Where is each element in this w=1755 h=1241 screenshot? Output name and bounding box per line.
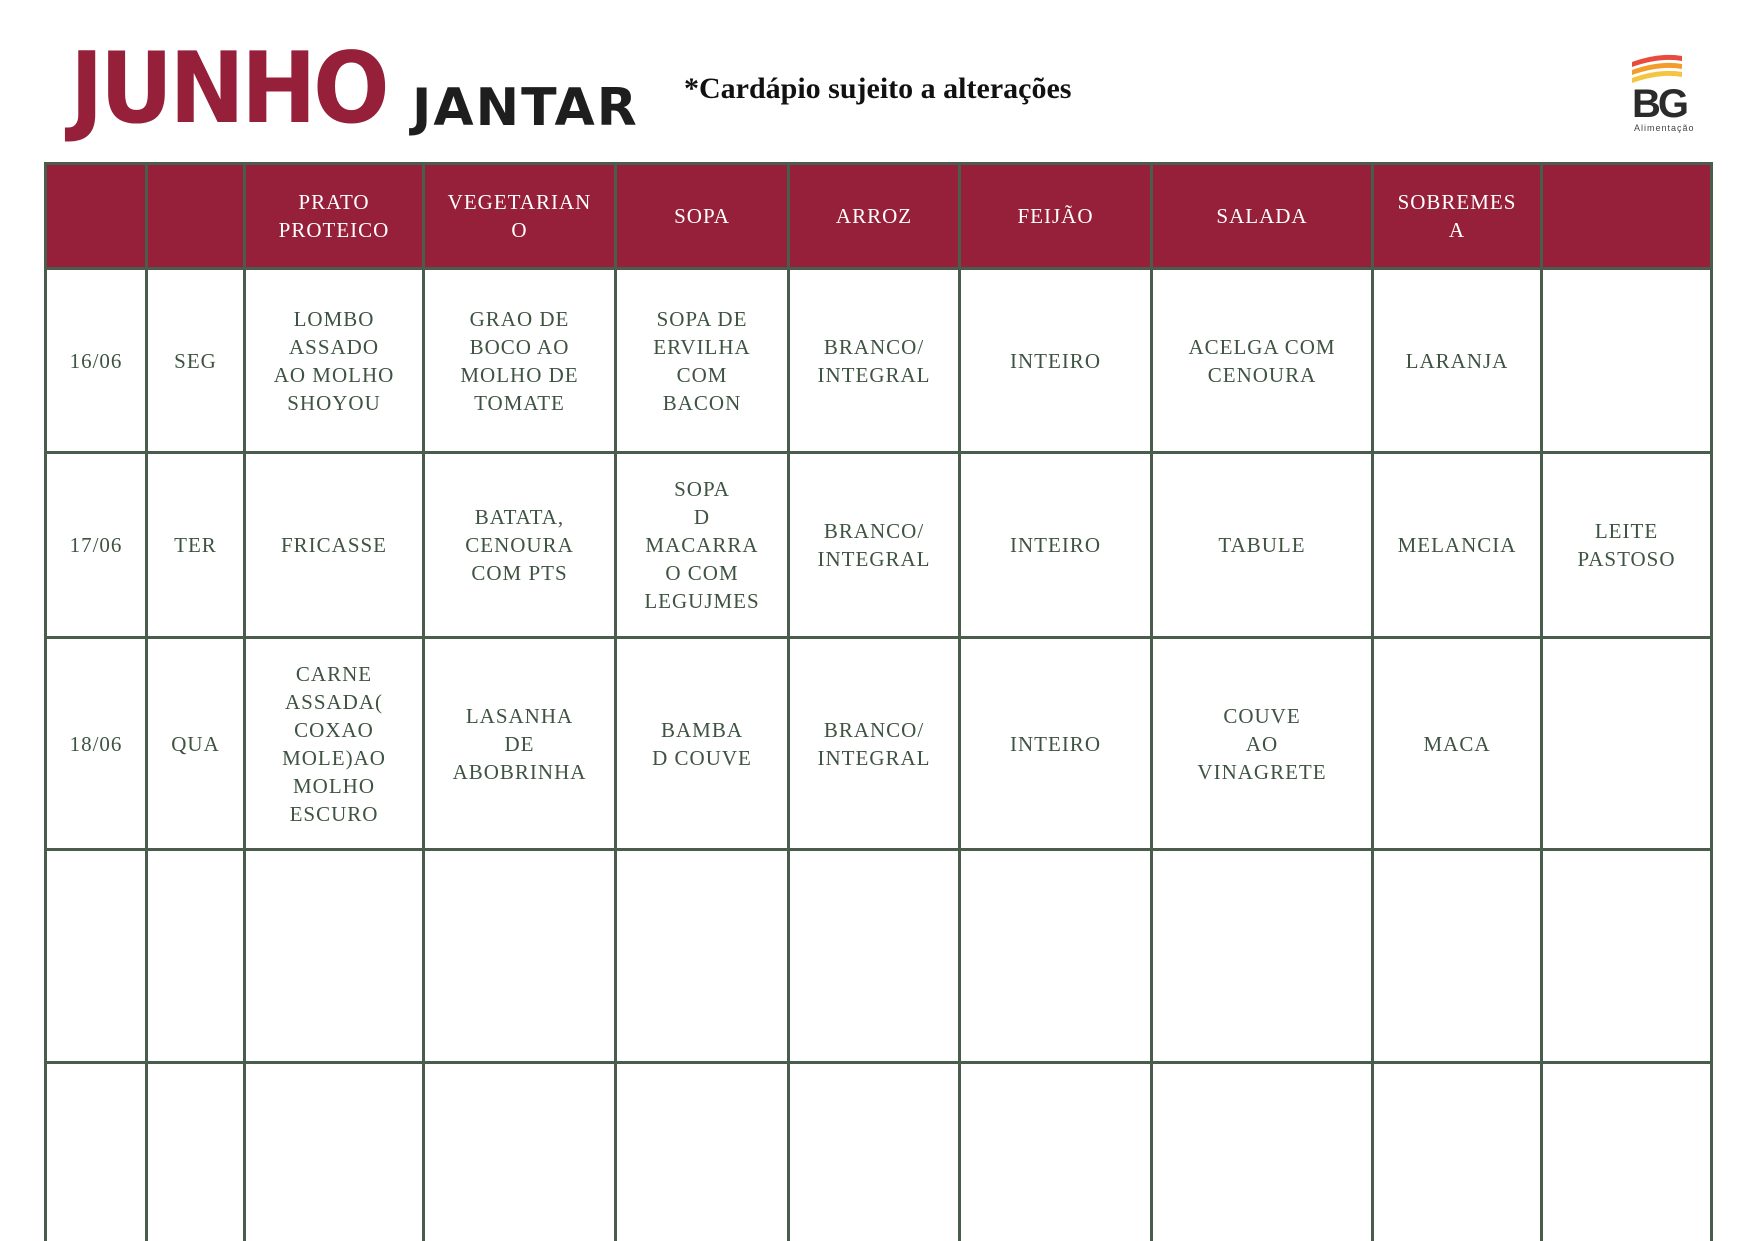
cell-soup: BAMBA D COUVE	[616, 638, 789, 850]
cell-soup	[616, 850, 789, 1063]
cell-date: 18/06	[46, 638, 147, 850]
cell-day	[147, 850, 245, 1063]
table-row	[46, 453, 1712, 638]
month-title: JUNHO	[70, 32, 386, 146]
cell-soup: SOPA D MACARRA O COM LEGUJMES	[616, 453, 789, 638]
meal-title: JANTAR	[412, 78, 639, 138]
cell-extra: LEITE PASTOSO	[1542, 453, 1712, 638]
cell-rice	[789, 1063, 960, 1241]
cell-rice	[789, 850, 960, 1063]
cell-dessert	[1373, 850, 1542, 1063]
cell-vegetarian: LASANHA DE ABOBRINHA	[424, 638, 616, 850]
cell-vegetarian: BATATA, CENOURA COM PTS	[424, 453, 616, 638]
cell-day: QUA	[147, 638, 245, 850]
cell-dessert: LARANJA	[1373, 269, 1542, 453]
cell-day: SEG	[147, 269, 245, 453]
cell-date	[46, 1063, 147, 1241]
header-extra	[1542, 164, 1712, 269]
cell-protein: LOMBO ASSADO AO MOLHO SHOYOU	[245, 269, 424, 453]
header-protein: PRATO PROTEICO	[245, 164, 424, 269]
cell-vegetarian: GRAO DE BOCO AO MOLHO DE TOMATE	[424, 269, 616, 453]
header-dessert: SOBREMES A	[1373, 164, 1542, 269]
cell-protein	[245, 850, 424, 1063]
cell-beans	[960, 850, 1152, 1063]
table-row	[46, 269, 1712, 453]
cell-protein	[245, 1063, 424, 1241]
cell-beans: INTEIRO	[960, 638, 1152, 850]
cell-soup	[616, 1063, 789, 1241]
cell-salad: ACELGA COM CENOURA	[1152, 269, 1373, 453]
cell-dessert: MACA	[1373, 638, 1542, 850]
cell-protein: FRICASSE	[245, 453, 424, 638]
table-row	[46, 638, 1712, 850]
cell-extra	[1542, 638, 1712, 850]
header-beans: FEIJÃO	[960, 164, 1152, 269]
cell-day: TER	[147, 453, 245, 638]
header-rice: ARROZ	[789, 164, 960, 269]
cell-date: 16/06	[46, 269, 147, 453]
cell-soup: SOPA DE ERVILHA COM BACON	[616, 269, 789, 453]
cell-dessert	[1373, 1063, 1542, 1241]
header-vegetarian: VEGETARIAN O	[424, 164, 616, 269]
cell-day	[147, 1063, 245, 1241]
logo-name: BG	[1632, 82, 1686, 126]
table-header-row	[46, 164, 1712, 269]
cell-beans	[960, 1063, 1152, 1241]
cell-date: 17/06	[46, 453, 147, 638]
cell-rice: BRANCO/ INTEGRAL	[789, 638, 960, 850]
cell-salad	[1152, 1063, 1373, 1241]
cell-extra	[1542, 269, 1712, 453]
cell-rice: BRANCO/ INTEGRAL	[789, 269, 960, 453]
menu-table	[44, 162, 1713, 1241]
cell-rice: BRANCO/ INTEGRAL	[789, 453, 960, 638]
cell-salad: COUVE AO VINAGRETE	[1152, 638, 1373, 850]
notice-text: *Cardápio sujeito a alterações	[684, 72, 1072, 105]
header-day	[147, 164, 245, 269]
table-row	[46, 1063, 1712, 1241]
cell-dessert: MELANCIA	[1373, 453, 1542, 638]
logo-subtitle: Alimentação	[1634, 123, 1695, 133]
cell-beans: INTEIRO	[960, 269, 1152, 453]
cell-beans: INTEIRO	[960, 453, 1152, 638]
cell-extra	[1542, 850, 1712, 1063]
table-row	[46, 850, 1712, 1063]
header-soup: SOPA	[616, 164, 789, 269]
cell-vegetarian	[424, 850, 616, 1063]
header-date	[46, 164, 147, 269]
cell-vegetarian	[424, 1063, 616, 1241]
cell-salad: TABULE	[1152, 453, 1373, 638]
cell-protein: CARNE ASSADA( COXAO MOLE)AO MOLHO ESCURO	[245, 638, 424, 850]
cell-extra	[1542, 1063, 1712, 1241]
cell-date	[46, 850, 147, 1063]
cell-salad	[1152, 850, 1373, 1063]
header-salad: SALADA	[1152, 164, 1373, 269]
